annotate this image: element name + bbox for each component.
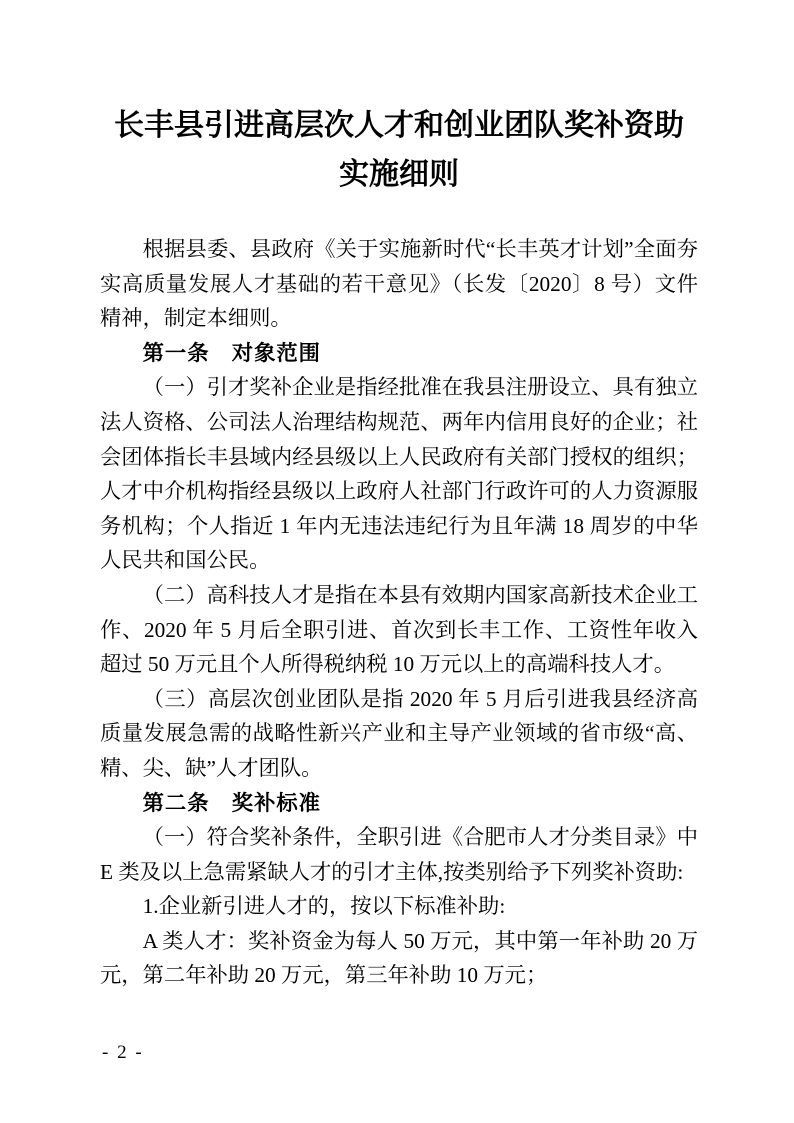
paragraph-article2-item1: （一）符合奖补条件，全职引进《合肥市人才分类目录》中E 类及以上急需紧缺人才的引才主体,按类别给予下列奖补资助: [100,825,698,884]
document-title [100,101,698,199]
paragraph-article2-classA: A 类人才：奖补资金为每人 50 万元，其中第一年补助 20 万元，第二年补助 20 万元，第三年补助 10 万元； [100,928,698,988]
article-heading-2: 第二条 奖补标准 [142,790,321,815]
article-heading-1: 第一条 对象范围 [142,340,321,365]
paragraph-article1-item3: （三）高层次创业团队是指 2020 年 5 月后引进我县经济高质量发展急需的战略性新兴产业和主导产业领域的省市级“高、精、尖、缺”人才团队。 [100,686,698,780]
document-body [100,232,698,993]
paragraph-intro: 根据县委、县政府《关于实施新时代“长丰英才计划”全面夯实高质量发展人才基础的若干意见》（长发〔2020〕8 号）文件精神，制定本细则。 [100,237,698,331]
paragraph-article1-item1: （一）引才奖补企业是指经批准在我县注册设立、具有独立法人资格、公司法人治理结构规范、两年内信用良好的企业；社会团体指长丰县域内经县级以上人民政府有关部门授权的组织；人才中介机构指经县级以上政府人社部门行政许可的人力资源服务机构；个人指近 1 年内无违法违纪行为且年满 18 周岁的中华人民共和国公民。 [100,375,698,573]
page-number: - 2 - [102,1042,144,1063]
document-title-line-2: 实施细则 [339,158,459,191]
paragraph-article2-sub1: 1.企业新引进人才的，按以下标准补助: [142,894,506,919]
document-content [100,101,698,993]
paragraph-article1-item2: （二）高科技人才是指在本县有效期内国家高新技术企业工作、2020 年 5 月后全职引进、首次到长丰工作、工资性年收入超过 50 万元且个人所得税纳税 10 万元以上的高端科技人才。 [100,582,698,677]
document-title-line-1: 长丰县引进高层次人才和创业团队奖补资助 [114,109,684,142]
